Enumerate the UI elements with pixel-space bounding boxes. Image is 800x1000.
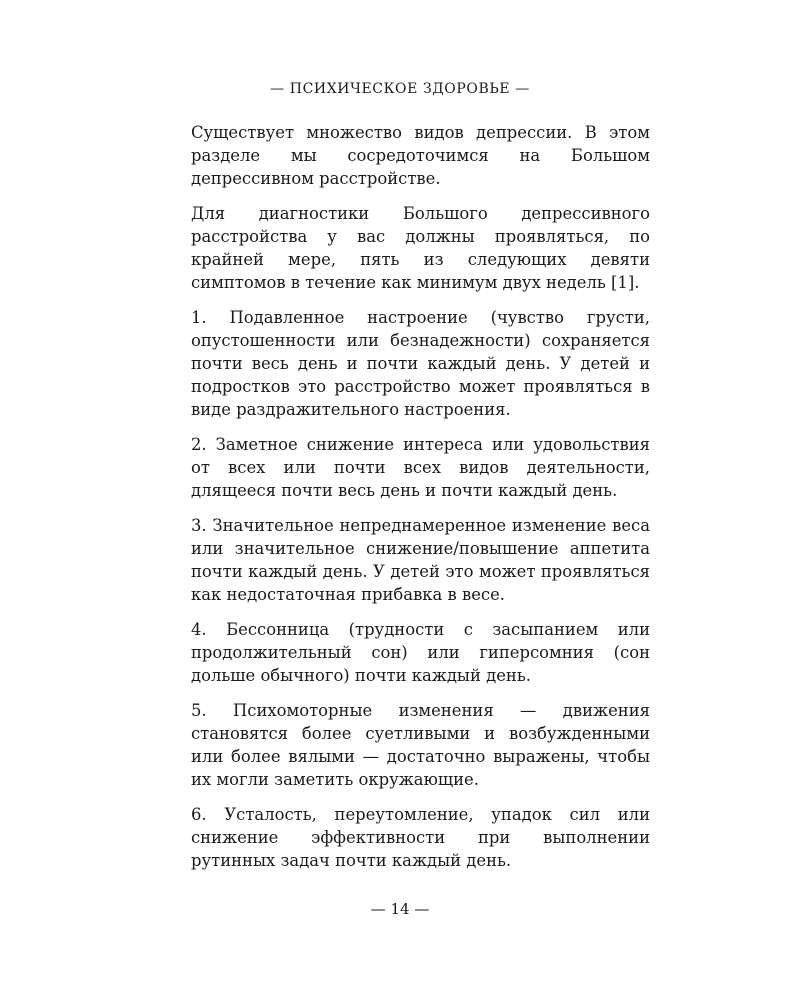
symptom-item-5: 5. Психомоторные изменения — движения становятся более суетливыми и возбужденными или более вялыми — достаточно выражены, чтобы их могли заметить окружающие. xyxy=(191,701,650,789)
symptom-item-2: 2. Заметное снижение интереса или удовольствия от всех или почти всех видов деятельности, длящееся почти весь день и почти каждый день. xyxy=(191,435,650,500)
paragraph-diagnosis: Для диагностики Большого депрессивного расстройства у вас должны проявляться, по крайней мере, пять из следующих девяти симптомов в течение как минимум двух недель [1]. xyxy=(191,204,650,292)
page-number: — 14 — xyxy=(370,900,430,918)
running-head: — ПСИХИЧЕСКОЕ ЗДОРОВЬЕ — xyxy=(270,81,530,97)
symptom-item-4: 4. Бессонница (трудности с засыпанием или продолжительный сон) или гиперсомния (сон дольше обычного) почти каждый день. xyxy=(191,620,650,685)
symptom-item-6: 6. Усталость, переутомление, упадок сил или снижение эффективности при выполнении рутинных задач почти каждый день. xyxy=(191,805,650,870)
symptom-item-1: 1. Подавленное настроение (чувство грусти, опустошенности или безнадежности) сохраняется почти весь день и почти каждый день. У детей и подростков это расстройство может проявляться в виде раздражительного настроения. xyxy=(191,308,650,419)
symptom-item-3: 3. Значительное непреднамеренное изменение веса или значительное снижение/повышение аппетита почти каждый день. У детей это может проявляться как недостаточная прибавка в весе. xyxy=(191,516,650,604)
paragraph-intro: Существует множество видов депрессии. В этом разделе мы сосредоточимся на Большом депрессивном расстройстве. xyxy=(191,123,650,188)
body-text xyxy=(191,121,650,884)
